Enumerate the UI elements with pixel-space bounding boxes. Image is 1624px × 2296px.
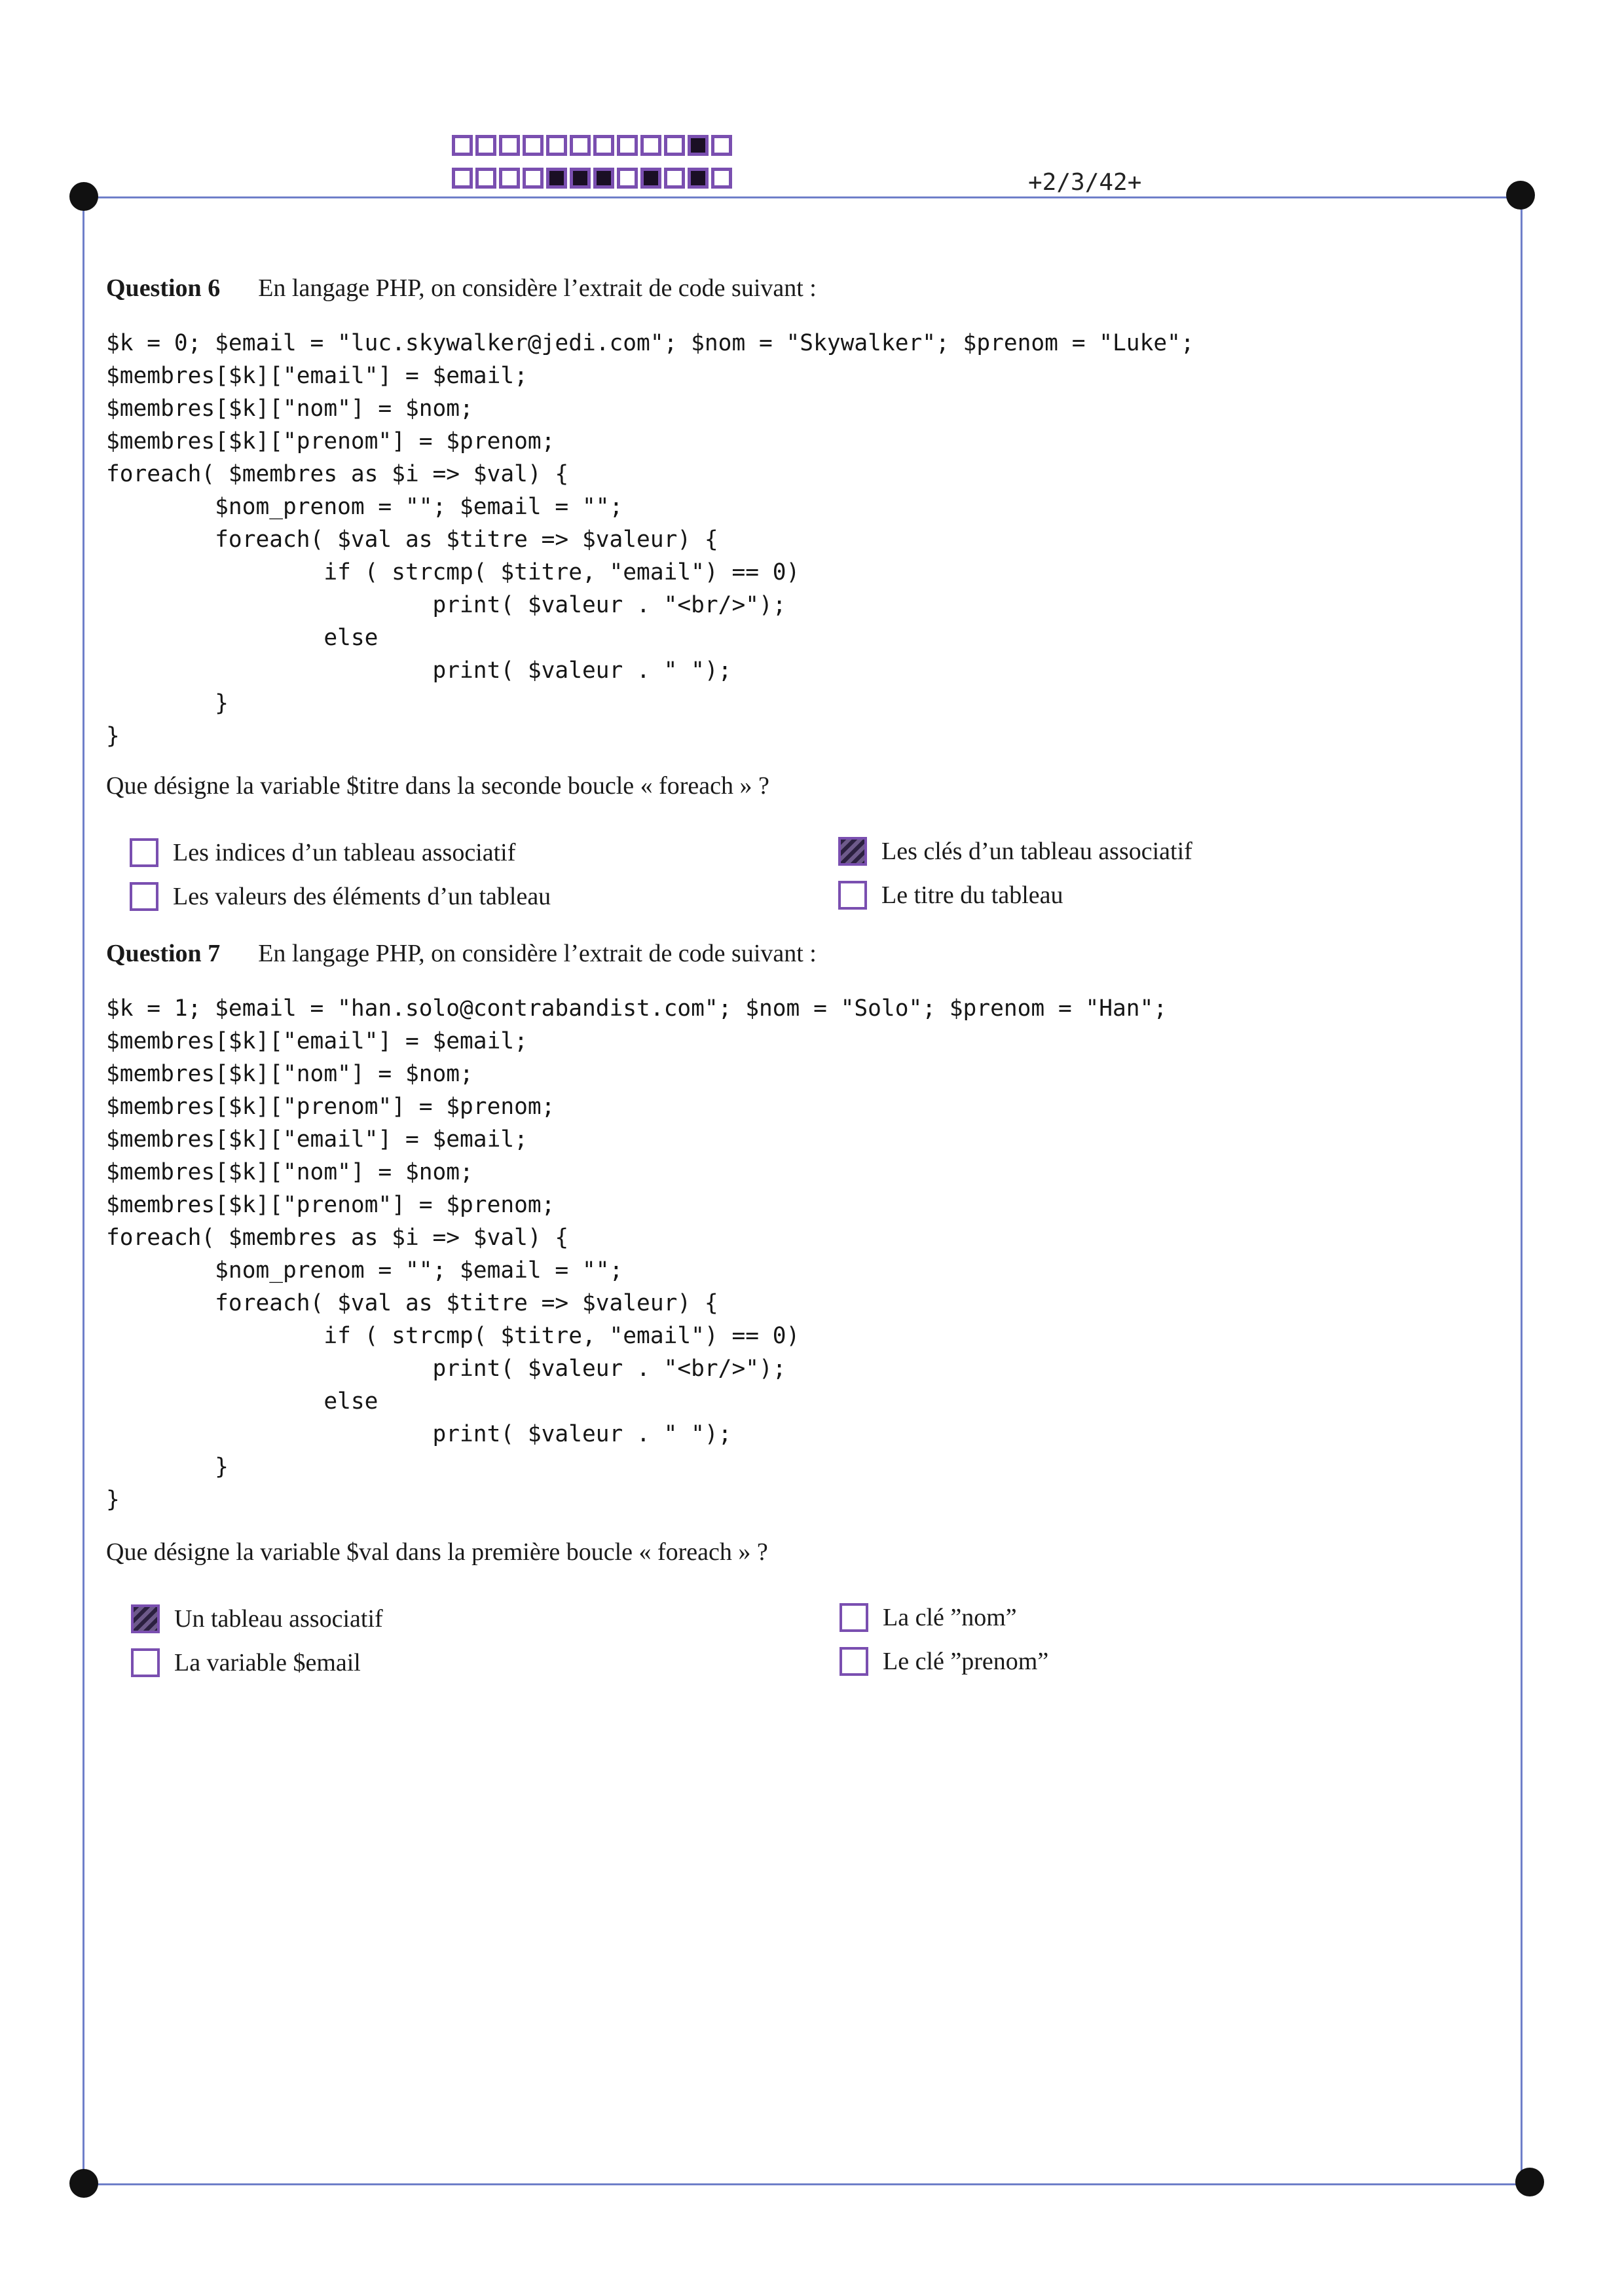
code-box bbox=[452, 168, 473, 189]
question-7-option-2[interactable] bbox=[131, 1648, 361, 1677]
option-label: La variable $email bbox=[174, 1649, 361, 1676]
checkbox[interactable] bbox=[131, 1648, 160, 1677]
question-6-option-2[interactable] bbox=[130, 882, 551, 911]
code-box bbox=[640, 168, 661, 189]
checkbox[interactable] bbox=[130, 838, 158, 867]
question-7-option-4[interactable] bbox=[840, 1647, 1048, 1676]
code-box bbox=[664, 168, 685, 189]
code-box bbox=[570, 135, 591, 156]
checkbox[interactable] bbox=[838, 837, 867, 866]
option-label: Les indices d’un tableau associatif bbox=[173, 839, 516, 866]
code-box bbox=[546, 168, 567, 189]
question-7-header bbox=[106, 939, 817, 968]
question-7-statement: En langage PHP, on considère l’extrait de code suivant : bbox=[258, 940, 817, 967]
option-label: Le titre du tableau bbox=[881, 881, 1063, 909]
option-label: Les valeurs des éléments d’un tableau bbox=[173, 883, 551, 910]
code-box bbox=[475, 135, 496, 156]
code-box bbox=[452, 135, 473, 156]
code-box bbox=[546, 135, 567, 156]
code-box bbox=[688, 135, 709, 156]
code-box bbox=[711, 135, 732, 156]
question-6-option-1[interactable] bbox=[130, 838, 515, 867]
checkbox[interactable] bbox=[130, 882, 158, 911]
code-box bbox=[617, 168, 638, 189]
code-box bbox=[593, 168, 614, 189]
checkbox[interactable] bbox=[131, 1604, 160, 1633]
checkbox[interactable] bbox=[840, 1603, 868, 1632]
question-6-prompt: Que désigne la variable $titre dans la seconde boucle « foreach » ? bbox=[106, 772, 769, 800]
code-box bbox=[593, 135, 614, 156]
code-box bbox=[711, 168, 732, 189]
corner-mark-top-right bbox=[1506, 181, 1535, 210]
question-6-label: Question 6 bbox=[106, 274, 221, 302]
binary-code-row-2 bbox=[452, 168, 732, 189]
frame-bottom bbox=[84, 2183, 1531, 2185]
code-box bbox=[570, 168, 591, 189]
code-box bbox=[640, 135, 661, 156]
question-6-header bbox=[106, 274, 817, 303]
frame-left bbox=[83, 196, 84, 2185]
checkbox[interactable] bbox=[840, 1647, 868, 1676]
code-box bbox=[523, 168, 544, 189]
binary-code-row-1 bbox=[452, 135, 732, 156]
option-label: La clé ”nom” bbox=[883, 1604, 1017, 1631]
checkbox[interactable] bbox=[838, 881, 867, 910]
question-6-option-3[interactable] bbox=[838, 837, 1192, 866]
corner-mark-bottom-left bbox=[69, 2169, 98, 2198]
page-id: +2/3/42+ bbox=[1028, 169, 1142, 196]
code-box bbox=[499, 168, 520, 189]
question-6-statement: En langage PHP, on considère l’extrait de code suivant : bbox=[258, 274, 817, 302]
option-label: Un tableau associatif bbox=[174, 1605, 383, 1633]
option-label: Les clés d’un tableau associatif bbox=[881, 838, 1192, 865]
code-box bbox=[688, 168, 709, 189]
question-7-option-3[interactable] bbox=[840, 1603, 1017, 1632]
code-box bbox=[523, 135, 544, 156]
corner-mark-bottom-right bbox=[1515, 2168, 1544, 2196]
option-label: Le clé ”prenom” bbox=[883, 1648, 1049, 1675]
question-6-code: $k = 0; $email = "luc.skywalker@jedi.com"; $nom = "Skywalker"; $prenom = "Luke"; $membres[$k]["email"] = $email; $membres[$k]["nom"] = $nom; $membres[$k]["prenom"] = $prenom; foreach( $membres as $i => $val) { $nom_prenom = ""; $email = ""; foreach( $val as $titre => $valeur) { if ( strcmp( $titre, "email") == 0) print( $valeur . "<br/>"); else print( $valeur . " "); } } bbox=[106, 330, 1194, 749]
frame-top bbox=[84, 196, 1522, 198]
corner-mark-top-left bbox=[69, 182, 98, 211]
question-7-code: $k = 1; $email = "han.solo@contrabandist.com"; $nom = "Solo"; $prenom = "Han"; $membres[$k]["email"] = $email; $membres[$k]["nom"] = $nom; $membres[$k]["prenom"] = $prenom; $membres[$k]["email"] = $email; $membres[$k]["nom"] = $nom; $membres[$k]["prenom"] = $prenom; foreach( $membres as $i => $val) { $nom_prenom = ""; $email = ""; foreach( $val as $titre => $valeur) { if ( strcmp( $titre, "email") == 0) print( $valeur . "<br/>"); else print( $valeur . " "); } } bbox=[106, 995, 1168, 1513]
frame-right bbox=[1521, 196, 1522, 2183]
code-box bbox=[664, 135, 685, 156]
code-box bbox=[475, 168, 496, 189]
code-box bbox=[617, 135, 638, 156]
question-7-prompt: Que désigne la variable $val dans la première boucle « foreach » ? bbox=[106, 1538, 768, 1566]
question-6-option-4[interactable] bbox=[838, 881, 1063, 910]
question-7-label: Question 7 bbox=[106, 940, 221, 967]
code-box bbox=[499, 135, 520, 156]
question-7-option-1[interactable] bbox=[131, 1604, 383, 1633]
